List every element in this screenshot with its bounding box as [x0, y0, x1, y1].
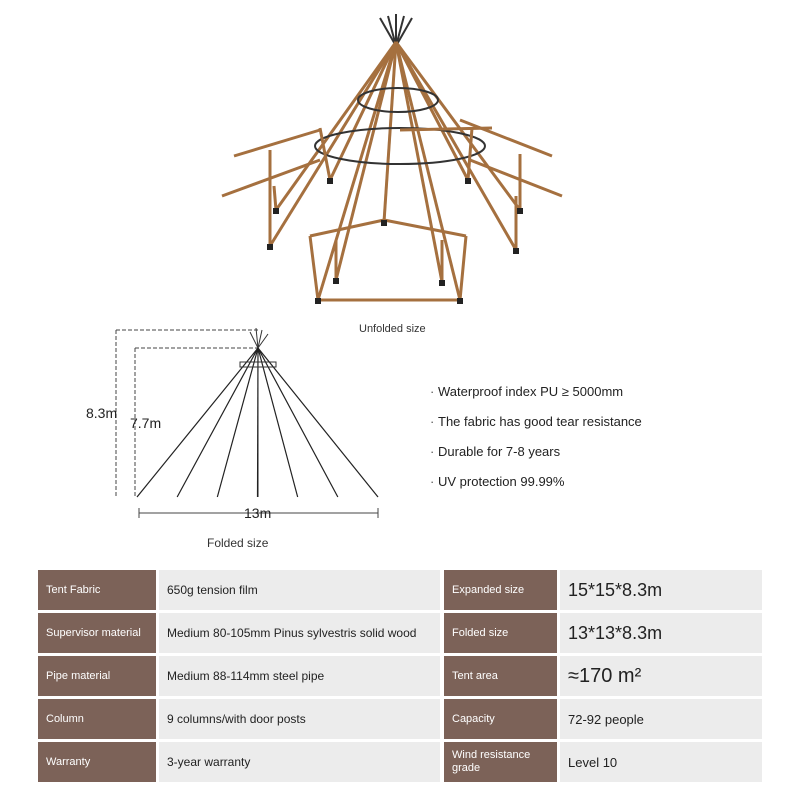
- spec-value: ≈170 m²: [557, 656, 762, 696]
- post-foot: [513, 248, 519, 254]
- spec-value: 650g tension film: [156, 570, 440, 610]
- tent-pole-line: [217, 348, 258, 497]
- base-beam: [310, 236, 318, 300]
- tent-pole-line: [258, 348, 338, 497]
- apex-spike: [396, 18, 412, 46]
- bullet: ·: [430, 414, 435, 429]
- post-foot: [439, 280, 445, 286]
- spec-key: Expanded size: [440, 570, 557, 610]
- folded-size-caption: Folded size: [207, 536, 269, 550]
- wing-arm: [470, 160, 562, 196]
- feature-item: · Durable for 7-8 years: [430, 442, 770, 472]
- spec-value: Level 10: [557, 742, 762, 782]
- table-row: [38, 699, 762, 739]
- post-foot: [457, 298, 463, 304]
- rafter-pole: [276, 42, 396, 210]
- spec-key: Column: [38, 699, 156, 739]
- spec-value: Medium 88-114mm steel pipe: [156, 656, 440, 696]
- base-beam: [460, 236, 466, 300]
- spec-key: Warranty: [38, 742, 156, 782]
- unfolded-size-caption: Unfolded size: [359, 323, 426, 335]
- feature-item: · The fabric has good tear resistance: [430, 412, 770, 442]
- spec-table: [38, 567, 762, 785]
- outer-height-label: 8.3m: [86, 405, 118, 421]
- width-label: 13m: [244, 505, 272, 521]
- apex-spike: [380, 18, 396, 46]
- rafter-pole: [396, 42, 520, 210]
- spec-key: Wind resistance grade: [440, 742, 557, 782]
- spec-key: Tent area: [440, 656, 557, 696]
- spec-value: 72-92 people: [557, 699, 762, 739]
- feature-list: [430, 382, 770, 502]
- post-foot: [517, 208, 523, 214]
- bullet: ·: [430, 384, 435, 399]
- spec-value: 9 columns/with door posts: [156, 699, 440, 739]
- post-foot: [273, 208, 279, 214]
- post-foot: [267, 244, 273, 250]
- tent-pole-line: [177, 348, 258, 497]
- spec-value: 15*15*8.3m: [557, 570, 762, 610]
- post-foot: [465, 178, 471, 184]
- spec-key: Capacity: [440, 699, 557, 739]
- tent-pole-line: [258, 348, 378, 497]
- post-foot: [333, 278, 339, 284]
- spec-value: Medium 80-105mm Pinus sylvestris solid wood: [156, 613, 440, 653]
- wing-arm: [234, 130, 320, 156]
- spec-value: 13*13*8.3m: [557, 613, 762, 653]
- spec-key: Pipe material: [38, 656, 156, 696]
- table-row: [38, 613, 762, 653]
- tent-pole-line: [258, 348, 298, 497]
- post-foot: [315, 298, 321, 304]
- spec-value: 3-year warranty: [156, 742, 440, 782]
- spec-key: Supervisor material: [38, 613, 156, 653]
- tent-frame-drawing: [222, 14, 562, 304]
- feature-item: · UV protection 99.99%: [430, 472, 770, 502]
- bullet: ·: [430, 474, 435, 489]
- post-foot: [381, 220, 387, 226]
- support-post: [274, 186, 276, 210]
- table-row: [38, 656, 762, 696]
- rafter-pole: [396, 42, 460, 300]
- rafter-pole: [270, 42, 396, 246]
- table-row: [38, 570, 762, 610]
- bullet: ·: [430, 444, 435, 459]
- middle-ring: [315, 128, 485, 164]
- spec-key: Folded size: [440, 613, 557, 653]
- rafter-pole: [396, 42, 516, 250]
- inner-height-label: 7.7m: [130, 415, 162, 431]
- table-row: [38, 742, 762, 782]
- feature-item: · Waterproof index PU ≥ 5000mm: [430, 382, 770, 412]
- post-foot: [327, 178, 333, 184]
- base-beam: [384, 220, 466, 236]
- spec-key: Tent Fabric: [38, 570, 156, 610]
